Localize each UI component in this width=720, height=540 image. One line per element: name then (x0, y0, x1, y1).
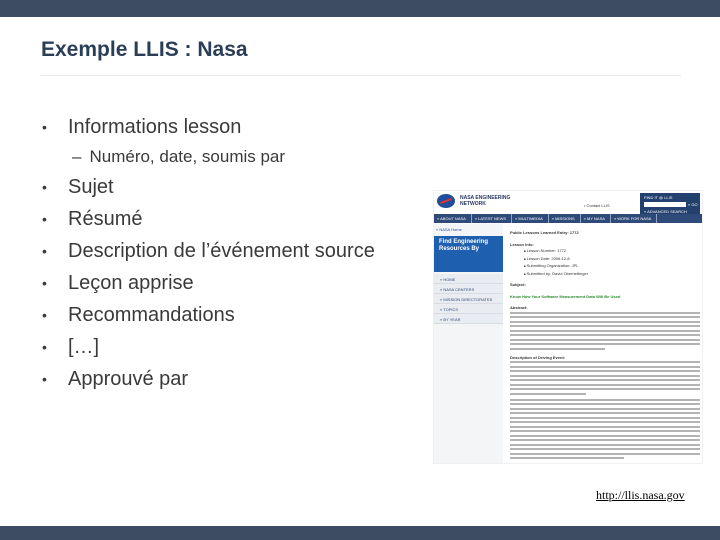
lesson-info-label: Lesson Info: (510, 241, 534, 247)
sidebar-item[interactable]: » MISSION DIRECTORATES (434, 294, 503, 304)
bullet-marker: • (42, 275, 47, 291)
bullet-marker: • (42, 371, 47, 387)
bullet-text: Description de l’événement source (68, 240, 375, 262)
search-go-button[interactable]: » GO (688, 202, 698, 207)
advanced-search-link[interactable]: » ADVANCED SEARCH (644, 209, 687, 214)
bullet-marker: • (42, 211, 47, 227)
nav-item[interactable]: » MULTIMEDIA (512, 214, 549, 223)
entry-title: Public Lessons Learned Entry: 1772 (510, 230, 579, 235)
sidebar-item[interactable]: » NASA CENTERS (434, 284, 503, 294)
bullet-marker: • (42, 243, 47, 259)
driving-event-paragraph (510, 361, 700, 395)
bullet-text: Résumé (68, 208, 143, 230)
search-label: FIND IT @ LLIS (644, 195, 673, 200)
bullet-text: Informations lesson (68, 116, 242, 138)
bullet-marker: • (42, 119, 47, 135)
info-item: ■ Lesson Date: 2006-12-8 (524, 256, 700, 263)
bullet-marker: • (42, 179, 47, 195)
nav-item[interactable]: » MY NASA (581, 214, 611, 223)
nav-item[interactable]: » ABOUT NASA (434, 214, 472, 223)
sidebar-item[interactable]: » BY YEAR (434, 314, 503, 324)
driving-event-label: Description of Driving Event: (510, 354, 566, 360)
nav-item[interactable]: » WORK FOR NASA (611, 214, 657, 223)
subject-label: Subject: (510, 282, 526, 287)
nav-item[interactable]: » MISSIONS (549, 214, 581, 223)
info-item: ■ Submitting Organization: JPL (524, 263, 700, 270)
sidebar-item[interactable]: » TOPICS (434, 304, 503, 314)
driving-event-paragraph-2 (510, 399, 700, 460)
nav-item[interactable]: » LATEST NEWS (472, 214, 512, 223)
bullet-text: […] (68, 336, 100, 358)
top-bar (0, 0, 720, 17)
sidebar-item[interactable]: » HOME (434, 274, 503, 284)
abstract-label: Abstract: (510, 305, 528, 310)
abstract-paragraph (510, 312, 700, 350)
bottom-bar (0, 526, 720, 540)
info-item: ■ Lesson Number: 1772 (524, 248, 700, 255)
site-search-box (640, 193, 700, 215)
bullet-text: Approuvé par (68, 368, 189, 390)
site-header (434, 191, 702, 213)
find-resources-banner: Find Engineering Resources By (434, 236, 503, 272)
sub-bullet-text: Numéro, date, soumis par (89, 147, 286, 166)
llis-website-screenshot (433, 190, 703, 464)
slide-title: Exemple LLIS : Nasa (41, 38, 248, 61)
lesson-info-list (520, 248, 700, 277)
search-input[interactable] (644, 202, 686, 207)
title-divider (41, 75, 681, 76)
subject-text: Know How Your Software Measurement Data Will Be Used (510, 293, 621, 299)
bullet-text: Sujet (68, 176, 114, 198)
bullet-marker: • (42, 307, 47, 323)
site-network-title: NASA ENGINEERING NETWORK (460, 195, 511, 207)
site-nav (434, 214, 702, 223)
bullet-text: Leçon apprise (68, 272, 194, 294)
lesson-content (506, 227, 700, 463)
sidebar-menu (434, 274, 503, 324)
site-sidebar (434, 224, 503, 463)
llis-url-link[interactable]: http://llis.nasa.gov (596, 488, 685, 502)
nasa-logo-icon (437, 194, 455, 208)
sub-bullet-marker: – (72, 147, 82, 166)
contact-link[interactable]: • Contact LLIS (584, 203, 610, 208)
bullet-marker: • (42, 339, 47, 355)
sub-bullet (72, 147, 285, 167)
info-item: ■ Submitted by: David Oberhettinger (524, 271, 700, 278)
bullet-text: Recommandations (68, 304, 235, 326)
nasa-home-link[interactable]: » NASA Home (436, 227, 462, 232)
